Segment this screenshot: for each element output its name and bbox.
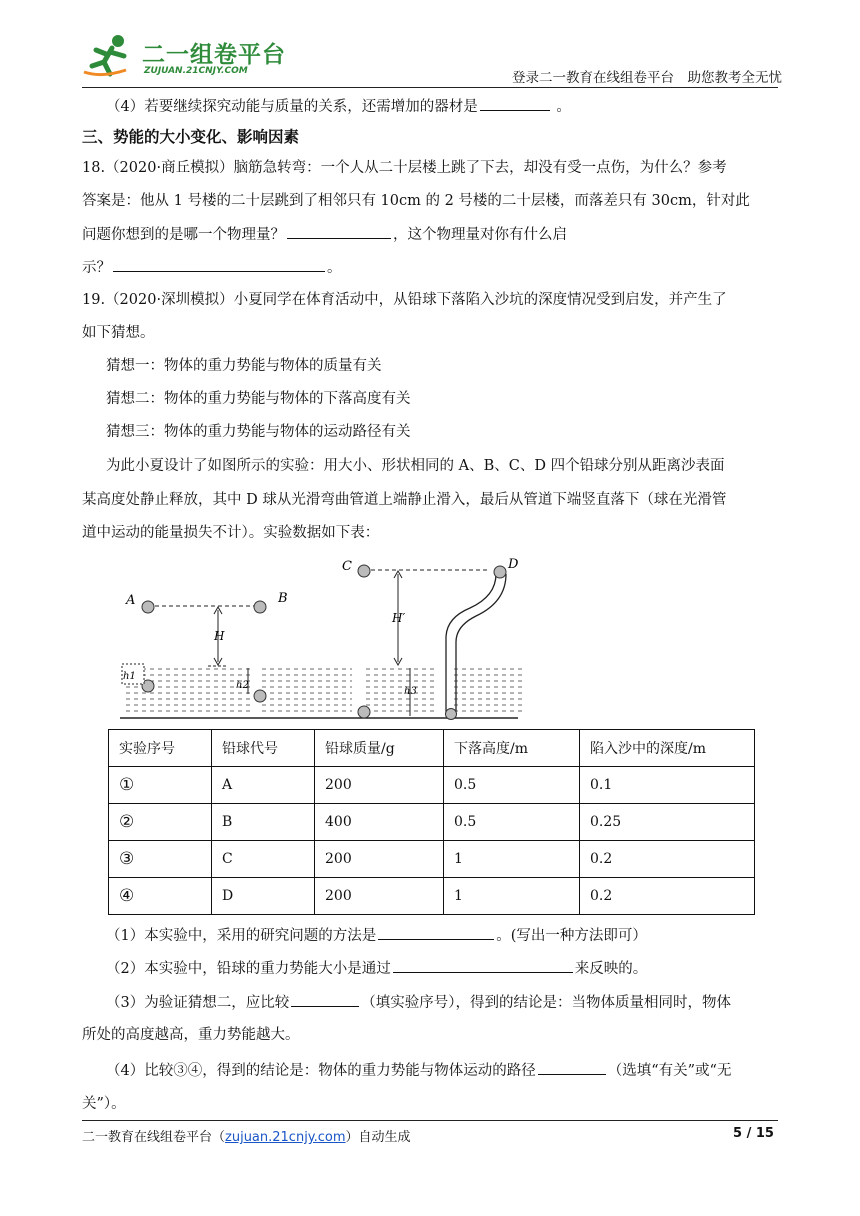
th-height: 下落高度/m [444,730,580,767]
footer-left: 二一教育在线组卷平台（zujuan.21cnjy.com）自动生成 [82,1130,411,1145]
label-d: D [508,557,519,572]
th-ball: 铅球代号 [212,730,315,767]
answer-blank[interactable] [291,992,359,1007]
section-heading: 三、势能的大小变化、影响因素 [82,128,300,146]
q18-line4: 示？ 。 [82,257,782,278]
q19-line2: 如下猜想。 [82,325,155,341]
q19-line1: 19.（2020·深圳模拟）小夏同学在体育活动中，从铅球下落陷入沙坑的深度情况受到启发，并产生了 [82,292,727,308]
sand-pit [366,666,436,716]
label-h2: h2 [236,680,249,691]
th-trial: 实验序号 [109,730,212,767]
answer-blank[interactable] [393,958,573,973]
answer-blank[interactable] [287,224,391,239]
ball-d-landed [446,709,457,720]
q17-4: （4）若要继续探究动能与质量的关系，还需增加的器材是 。 [106,96,806,117]
logo-subtitle: ZUJUAN.21CNJY.COM [144,66,248,76]
label-h3: h3 [404,686,417,697]
page-number: 5 / 15 [733,1126,774,1141]
table-row: ④ D 200 1 0.2 [109,878,755,915]
table-header-row [109,730,755,767]
subq-4: （4）比较③④，得到的结论是：物体的重力势能与物体运动的路径 （选填“有关”或“无 [106,1060,806,1081]
table-row: ① A 200 0.5 0.1 [109,767,755,804]
subq-3: （3）为验证猜想二，应比较 （填实验序号），得到的结论是：当物体质量相同时，物体 [106,992,806,1013]
answer-blank[interactable] [378,925,494,940]
subq-4-cont: 关”）。 [82,1096,126,1112]
q19-para1: 为此小夏设计了如图所示的实验：用大小、形状相同的 A、B、C、D 四个铅球分别从距离沙表面 [106,458,725,474]
q19-para2: 某高度处静止释放，其中 D 球从光滑弯曲管道上端静止滑入，最后从管道下端竖直落下（球在光滑管 [82,492,727,508]
label-hprime: H′ [392,611,406,625]
label-h1: h1 [123,671,136,682]
ball-c [358,565,370,577]
answer-blank[interactable] [538,1060,606,1075]
ball-b-landed [254,690,266,702]
sand-pit [450,666,522,716]
subq-2: （2）本实验中，铅球的重力势能大小是通过 来反映的。 [106,958,806,979]
label-a: A [126,593,136,608]
header-rule [82,87,778,88]
data-table [108,729,755,915]
q19-guess1: 猜想一：物体的重力势能与物体的质量有关 [106,358,382,374]
q18-line1: 18.（2020·商丘模拟）脑筋急转弯：一个人从二十层楼上跳了下去，却没有受一点伤，为什么？参考 [82,160,727,176]
ball-b [254,601,266,613]
q19-para3: 道中运动的能量损失不计）。实验数据如下表： [82,525,380,541]
answer-blank[interactable] [480,96,550,111]
ball-c-landed [358,706,370,718]
q19-guess3: 猜想三：物体的重力势能与物体的运动路径有关 [106,424,411,440]
subq-3-cont: 所处的高度越高，重力势能越大。 [82,1027,300,1043]
q19-guess2: 猜想二：物体的重力势能与物体的下落高度有关 [106,391,411,407]
ball-a [142,601,154,613]
header [82,30,782,88]
table-row: ③ C 200 1 0.2 [109,841,755,878]
sand-pit [260,666,352,716]
logo-title: 二一组卷平台 [142,42,286,68]
ball-d [494,566,506,578]
label-c: C [342,559,352,574]
label-b: B [278,591,288,606]
answer-blank[interactable] [113,257,325,272]
runner-logo-icon [82,32,140,80]
subq-1: （1）本实验中，采用的研究问题的方法是 。(写出一种方法即可） [106,925,806,946]
label-h: H [214,629,225,643]
th-mass: 铅球质量/g [315,730,444,767]
th-depth: 陷入沙中的深度/m [580,730,755,767]
table-row: ② B 400 0.5 0.25 [109,804,755,841]
q18-line2: 答案是：他从 1 号楼的二十层跳到了相邻只有 10cm 的 2 号楼的二十层楼，而落差只有 30cm，针对此 [82,193,750,209]
q18-line3: 问题你想到的是哪一个物理量？ ，这个物理量对你有什么启 [82,224,782,245]
header-slogan: 登录二一教育在线组卷平台 助您教考全无忧 [512,70,782,86]
footer-link[interactable]: zujuan.21cnjy.com [225,1130,346,1145]
footer-rule [82,1120,778,1121]
curved-tube [446,574,496,666]
experiment-figure [110,552,530,724]
